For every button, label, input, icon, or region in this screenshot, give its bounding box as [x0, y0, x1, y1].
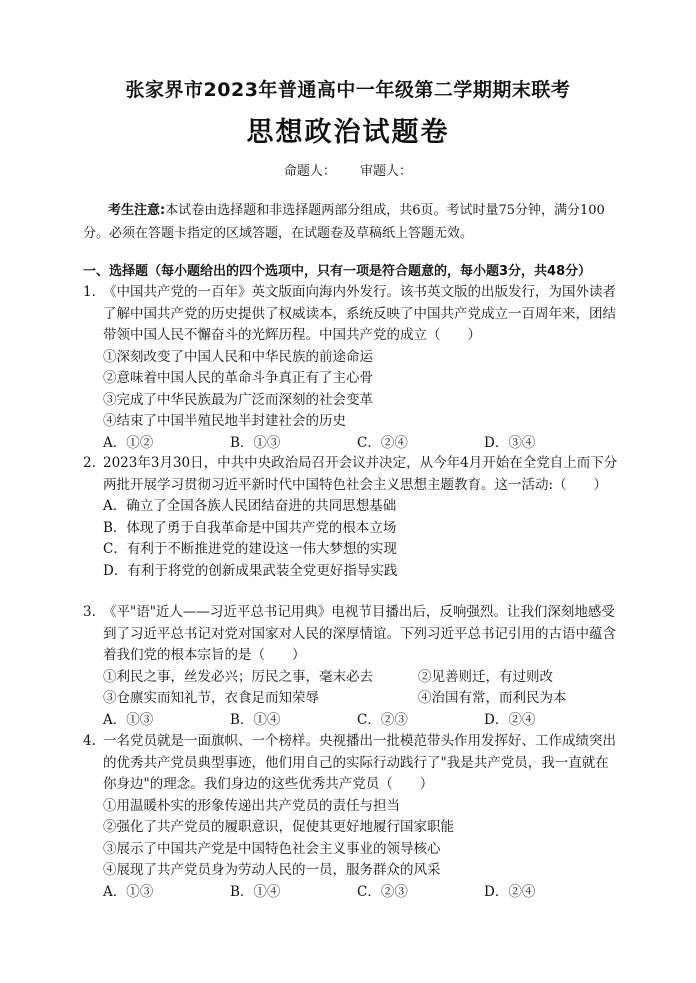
choice-c: C．②④: [357, 434, 408, 451]
choice-c: C．②③: [357, 711, 408, 728]
option-c: C．有利于不断推进党的建设这一伟大梦想的实现: [103, 541, 397, 557]
choice-d: D．②④: [484, 711, 536, 728]
choice-b: B．①④: [230, 883, 281, 900]
question-1: [83, 282, 620, 454]
statement-item: ①利民之事，丝发必兴；厉民之事，毫末必去: [103, 668, 373, 685]
notice-text: 本试卷由选择题和非选择题两部分组成，共6页。考试时量75分钟，满分100分。必须在答题卡指定的区域答题，在试题卷及草稿纸上答题无效。: [83, 203, 605, 241]
choice-d: D．③④: [484, 434, 536, 451]
authors-line: 命题人： 审题人：: [283, 164, 413, 179]
choice-c: C．②③: [357, 883, 408, 900]
question-stem: 1. 《中国共产党的一百年》英文版面向海内外发行。该书英文版的出版发行，为国外读者了解中国共产党的历史提供了权威读本，系统反映了中国共产党成立一百周年来，团结带领中国人民不懈奋斗的光辉历程。中国共产党的成立（ ）: [83, 284, 616, 343]
question-3: [83, 602, 620, 731]
exam-title: 张家界市2023年普通高中一年级第二学期期末联考: [125, 79, 571, 101]
question-2: [83, 453, 620, 582]
answer-choices: [83, 433, 620, 455]
exam-notice: [83, 199, 618, 245]
statement-item: ②意味着中国人民的革命斗争真正有了主心骨: [103, 370, 373, 386]
question-stem: 4. 一名党员就是一面旗帜、一个榜样。央视播出一批模范带头作用发挥好、工作成绩突出的优秀共产党员典型事迹，他们用自己的实际行动践行了"我是共产党员，我一直就在你身边"的理念。我们身边的这些优秀共产党员（ ）: [83, 733, 616, 792]
statement-item: ②强化了共产党员的履职意识，促使其更好地履行国家职能: [103, 819, 454, 835]
question-4: [83, 731, 620, 903]
answer-choices: [83, 710, 620, 732]
choice-a: A．①②: [103, 434, 154, 451]
statement-item: ②见善则迁，有过则改: [418, 668, 553, 685]
question-number: 4.: [83, 733, 96, 749]
statement-item: ④展现了共产党员身为劳动人民的一员，服务群众的风采: [103, 862, 441, 878]
statement-item: ③仓廪实而知礼节，衣食足而知荣辱: [103, 690, 319, 706]
statement-item: ③完成了中华民族最为广泛而深刻的社会变革: [103, 391, 373, 408]
option-d: D．有利于将党的创新成果武装全党更好指导实践: [103, 562, 398, 579]
statement-item: ①用温暖朴实的形象传递出共产党员的责任与担当: [103, 797, 400, 814]
statement-item: ④结束了中国半殖民地半封建社会的历史: [103, 413, 346, 429]
statement-item: ③展示了中国共产党是中国特色社会主义事业的领导核心: [103, 840, 441, 857]
option-b: B．体现了勇于自我革命是中国共产党的根本立场: [103, 519, 397, 536]
choice-d: D．②④: [484, 883, 536, 900]
option-a: A．确立了全国各族人民团结奋进的共同思想基础: [103, 498, 397, 514]
choice-a: A．①③: [103, 883, 154, 900]
statement-item: ①深刻改变了中国人民和中华民族的前途命运: [103, 348, 373, 365]
choice-b: B．①③: [230, 434, 281, 451]
section-heading: 一、选择题（每小题给出的四个选项中，只有一项是符合题意的，每小题3分，共48分）: [83, 264, 592, 279]
question-number: 1.: [83, 284, 96, 300]
question-number: 2.: [83, 455, 96, 471]
notice-label: 考生注意:: [108, 203, 166, 218]
question-stem: 3. 《平"语"近人——习近平总书记用典》电视节目播出后，反响强烈。让我们深刻地感受到了习近平总书记对党对国家对人民的深厚情谊。下列习近平总书记引用的古语中蕴含着我们党的根本宗旨的是（ ）: [83, 604, 616, 663]
exam-subtitle: 思想政治试题卷: [246, 117, 450, 148]
choice-a: A．①③: [103, 711, 154, 728]
answer-choices: [83, 882, 620, 904]
statement-item: ④治国有常，而利民为本: [418, 690, 567, 706]
statement-grid: [83, 667, 620, 710]
question-stem: 2. 2023年3月30日，中共中央政治局召开会议并决定，从今年4月开始在全党自上而下分两批开展学习贯彻习近平新时代中国特色社会主义思想主题教育。这一活动:（ ）: [83, 455, 618, 493]
choice-b: B．①④: [230, 711, 281, 728]
question-number: 3.: [83, 604, 96, 620]
